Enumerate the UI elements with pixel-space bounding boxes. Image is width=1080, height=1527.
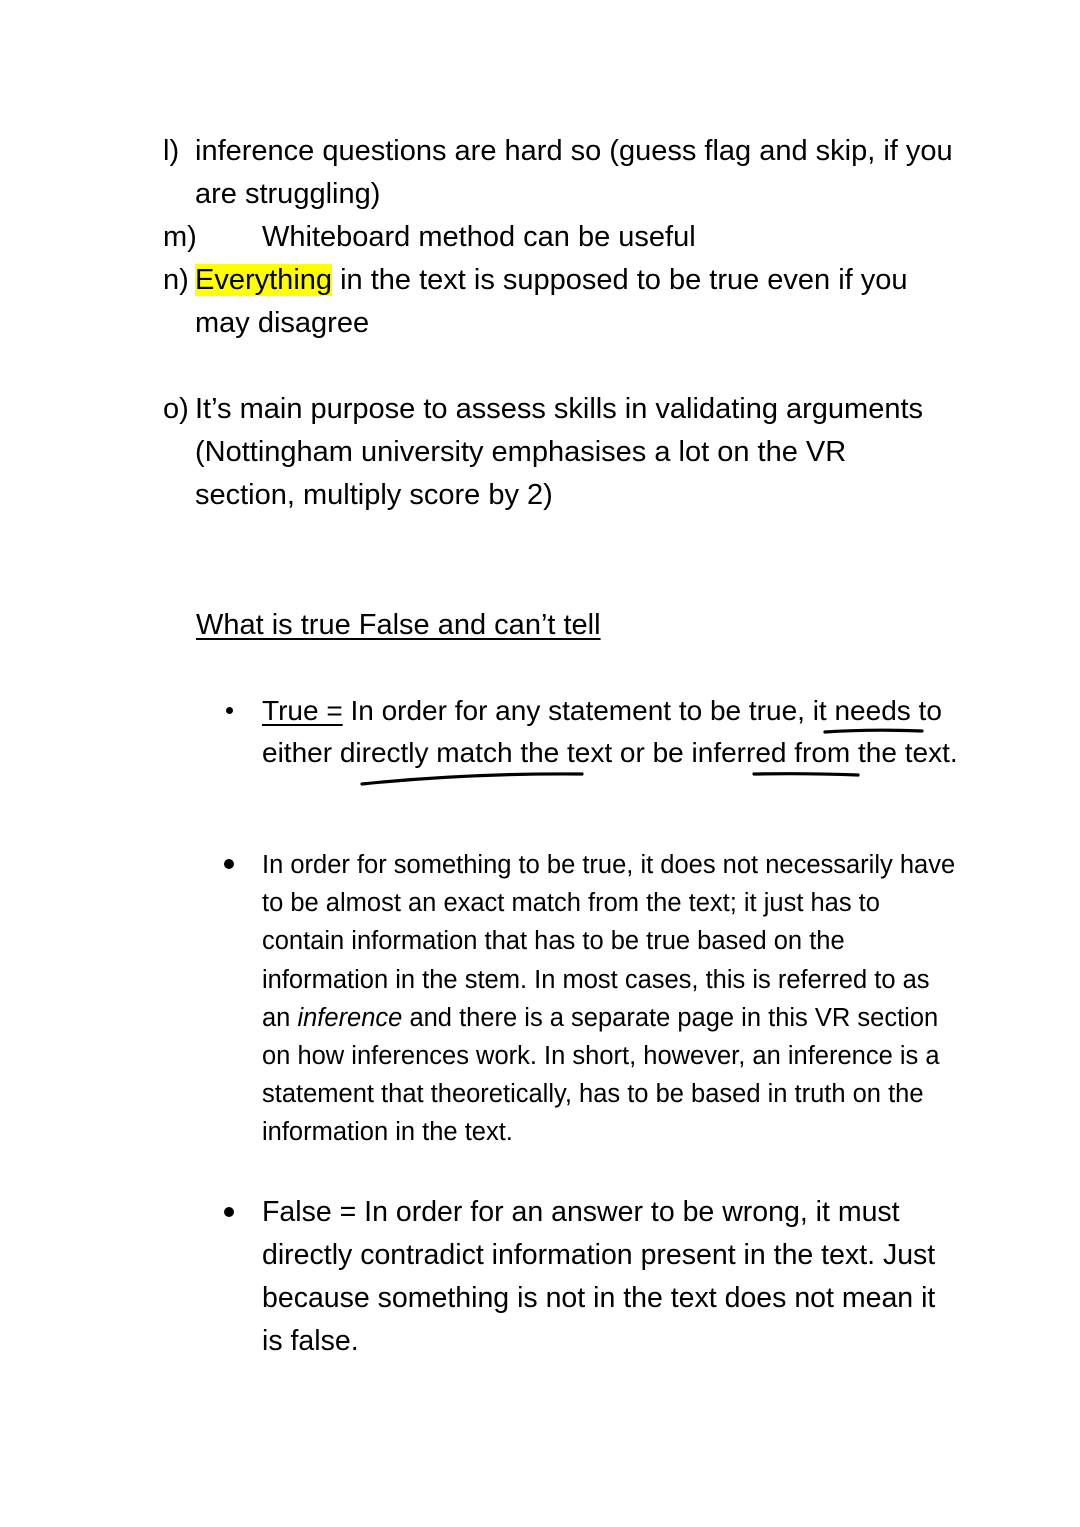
list-marker: l) — [163, 135, 180, 167]
pen-underline-directly-match — [362, 774, 582, 784]
list-marker: m) — [163, 221, 197, 253]
list-marker: n) — [163, 264, 189, 296]
true-definition: In order for any statement to be true, it needs to either directly match the text or be inferred from the text. — [262, 695, 958, 768]
bullet-text — [262, 846, 962, 1152]
list-text-rest: in the text is supposed to be true even if you may disagree — [195, 264, 908, 339]
list-text: inference questions are hard so (guess flag and skip, if you are struggling) — [195, 135, 953, 210]
list-text — [195, 259, 955, 345]
true-label: True = — [262, 695, 343, 726]
bullet-text — [262, 690, 962, 774]
inference-text-b: and there is a separate page in this VR section on how inferences work. In short, however, an inference is a statement that theoretically, has to be based in truth on the information in the text. — [262, 1003, 940, 1147]
list-marker: o) — [163, 393, 189, 425]
inference-emphasis: inference — [297, 1003, 403, 1032]
inference-text-a: In order for something to be true, it does not necessarily have to be almost an exact match from the text; it just has to contain information that has to be true based on the information in the stem. In most cases, this is referred to as an — [262, 851, 956, 1032]
bullet-text: False = In order for an answer to be wrong, it must directly contradict information present in the text. Just because something is not in the text does not mean it is false. — [262, 1196, 936, 1357]
bullet-dot — [224, 1207, 234, 1217]
highlighted-word: Everything — [195, 264, 333, 296]
list-text: Whiteboard method can be useful — [262, 221, 696, 253]
list-text: It’s main purpose to assess skills in validating arguments (Nottingham university emphasises a lot on the VR section, multiply score by 2) — [195, 393, 924, 511]
bullet-dot — [224, 859, 234, 869]
section-heading: What is true False and can’t tell — [196, 609, 601, 641]
bullet-dot — [226, 707, 233, 714]
